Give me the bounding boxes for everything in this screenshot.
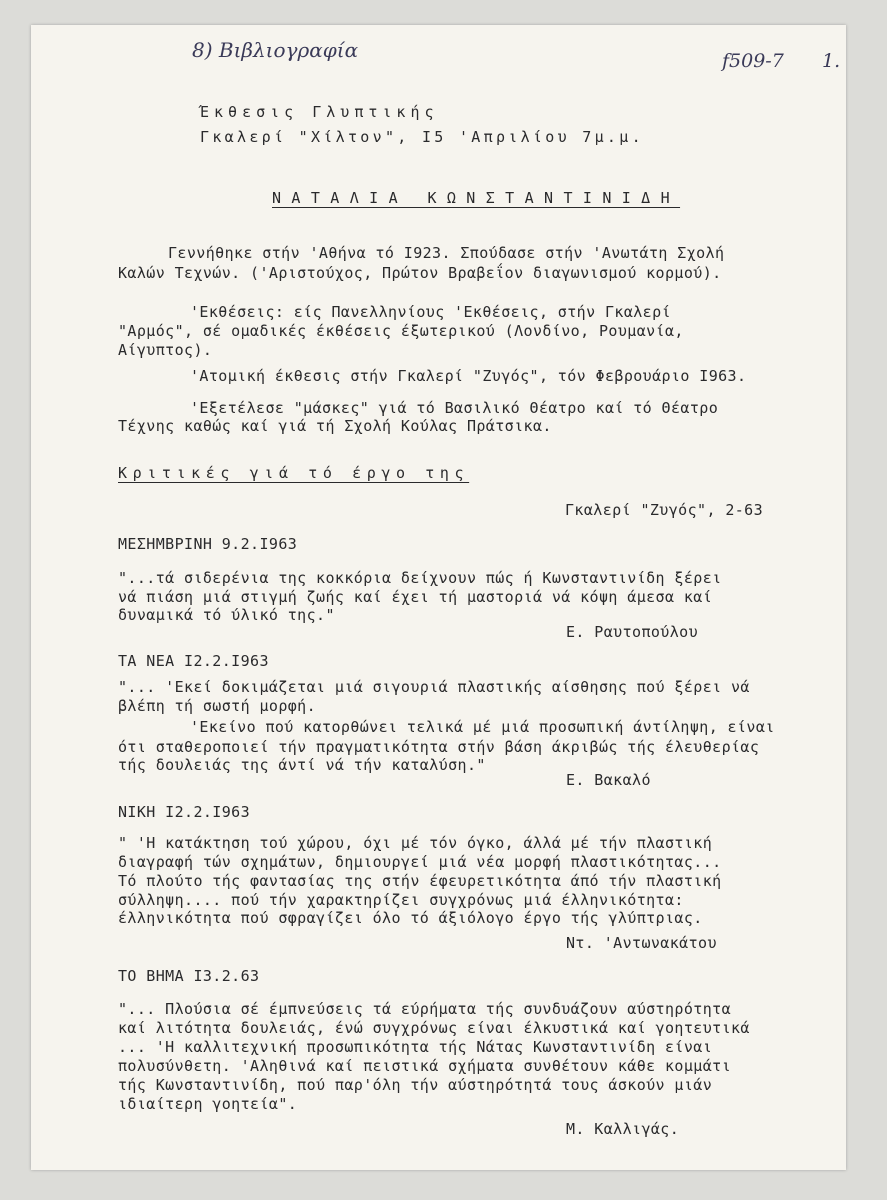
review-line: βλέπη τή σωστή μορφή. [118,697,317,715]
exhibition-title: Έκθεσις Γλυπτικής [200,103,439,121]
bio-line: Καλών Τεχνών. ('Αριστούχος, Πρώτον Βραβεΐον διαγωνισμού κορμού). [118,264,722,282]
bio-line: Τέχνης καθώς καί γιά τή Σχολή Κούλας Πράτσικα. [118,417,552,435]
review-source: ΜΕΣΗΜΒΡΙΝΗ 9.2.Ι963 [118,535,298,553]
review-line: διαγραφή τών σχημάτων, δημιουργεί μιά νέα μορφή πλαστικότητας... [118,853,722,871]
bio-line: "Αρμός", σέ ομαδικές έκθέσεις έξωτερικού (Λονδίνο, Ρουμανία, [118,322,684,340]
handwritten-page-number: 1. [822,50,841,72]
review-source: ΤΟ ΒΗΜΑ Ι3.2.63 [118,967,260,985]
review-line: "... 'Εκεί δοκιμάζεται μιά σιγουριά πλαστικής αίσθησης πού ξέρει νά [118,678,750,696]
review-line: "...τά σιδερένια της κοκκόρια δείχνουν πώς ή Κωνσταντινίδη ξέρει [118,569,722,587]
review-author: Μ. Καλλιγάς. [566,1120,680,1138]
bio-line: 'Εκθέσεις: είς Πανελληνίους 'Εκθέσεις, στήν Γκαλερί [190,303,671,321]
review-line: "... Πλούσια σέ έμπνεύσεις τά εύρήματα τής συνδυάζουν αύστηρότητα [118,1000,731,1018]
review-line: τής Κωνσταντινίδη, πού παρ'όλη τήν αύστηρότητά τους άσκούν μιάν [118,1076,713,1094]
bio-line: 'Εξετέλεσε "μάσκες" γιά τό Βασιλικό Θέατρο καί τό Θέατρο [190,399,719,417]
review-line: ... 'Η καλλιτεχνική προσωπικότητα τής Νάτας Κωνσταντινίδη είναι [118,1038,713,1056]
review-source: ΝΙΚΗ Ι2.2.Ι963 [118,803,251,821]
review-source: ΤΑ ΝΕΑ Ι2.2.Ι963 [118,652,269,670]
exhibition-venue: Γκαλερί "Χίλτον", Ι5 'Απριλίου 7μ.μ. [200,128,644,146]
review-line: τής δουλειάς της άντί νά τήν καταλύση." [118,756,486,774]
review-line: καί λιτότητα δουλειάς, ένώ συγχρόνως είναι έλκυστικά καί γοητευτικά [118,1019,750,1037]
review-line: έλληνικότητα πού σφραγίζει όλο τό άξιόλογο έργο τής γλύπτριας. [118,909,703,927]
review-line: δυναμικά τό ύλικό της." [118,606,335,624]
review-author: Ε. Ραυτοπούλου [566,623,699,641]
review-line: " 'Η κατάκτηση τού χώρου, όχι μέ τόν όγκο, άλλά μέ τήν πλαστική [118,834,713,852]
review-author: Ε. Βακαλό [566,771,651,789]
review-author: Ντ. 'Αντωνακάτου [566,934,717,952]
review-line: σύλληψη.... πού τήν χαρακτηρίζει συγχρόνως μιά έλληνικότητα: [118,891,684,909]
review-line: ιδιαίτερη γοητεία". [118,1095,298,1113]
review-line: ότι σταθεροποιεί τήν πραγματικότητα στήν βάση άκριβώς τής έλευθερίας [118,738,760,756]
review-line: 'Εκείνο πού κατορθώνει τελικά μέ μιά προσωπική άντίληψη, είναι [190,718,775,736]
review-line: πολυσύνθετη. 'Αληθινά καί πειστικά σχήματα συνθέτουν κάθε κομμάτι [118,1057,731,1075]
bio-line: Αίγυπτος). [118,341,213,359]
review-line: νά πιάση μιά στιγμή ζωής καί έχει τή μαστοριά νά κόψη άμεσα καί [118,588,713,606]
gallery-reference: Γκαλερί "Ζυγός", 2-63 [565,501,764,519]
critics-heading: Κριτικές γιά τό έργο της [118,464,470,482]
bio-line: 'Ατομική έκθεσις στήν Γκαλερί "Ζυγός", τόν Φεβρουάριο Ι963. [190,367,747,385]
review-line: Τό πλούτο τής φαντασίας της στήν έφευρετικότητα άπό τήν πλαστική [118,872,722,890]
handwritten-section-note: 8) Βιβλιογραφία [192,38,359,62]
artist-name: ΝΑΤΑΛΙΑ ΚΩΝΣΤΑΝΤΙΝΙΔΗ [272,189,681,207]
bio-line: Γεννήθηκε στήν 'Αθήνα τό Ι923. Σπούδασε στήν 'Ανωτάτη Σχολή [168,244,725,262]
handwritten-ref-code: f509-7 [722,50,784,72]
